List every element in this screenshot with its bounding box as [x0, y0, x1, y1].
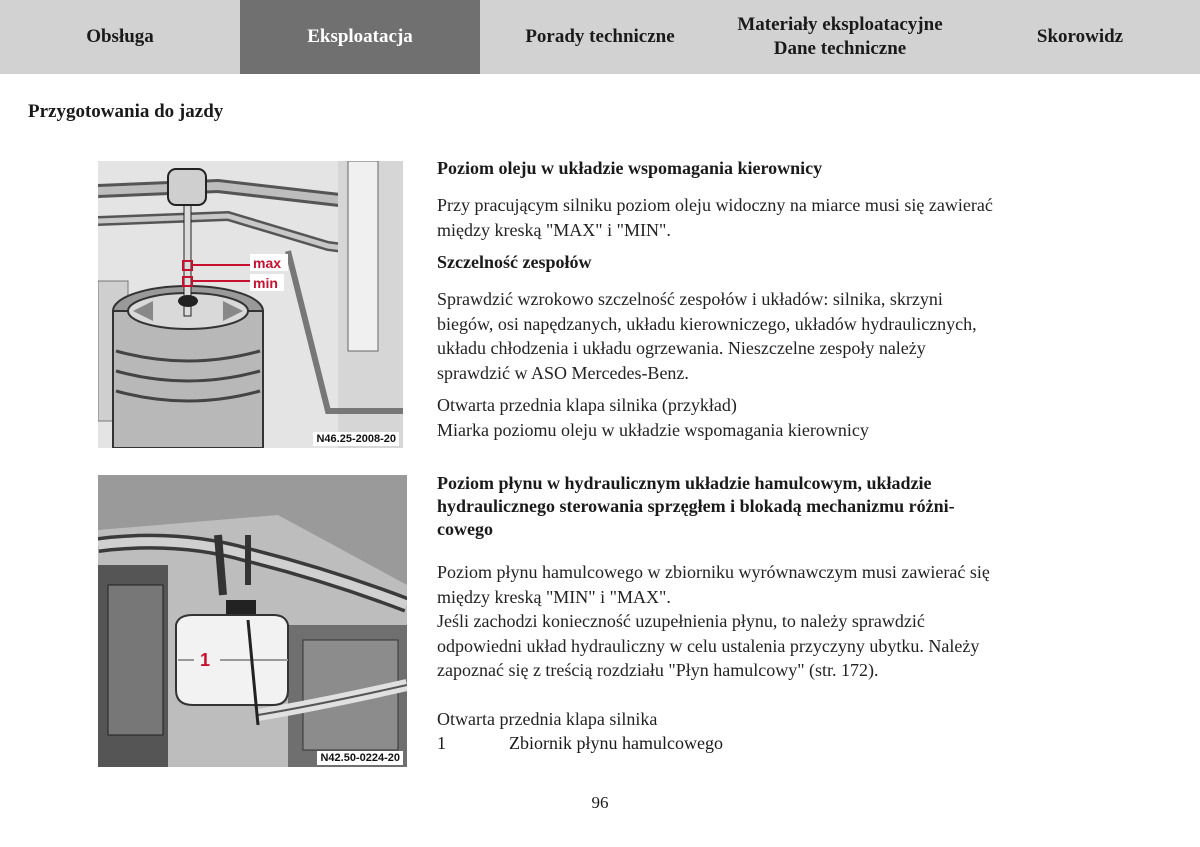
section-heading: Poziom oleju w układzie wspomagania kierownicy: [437, 158, 823, 178]
power-steering-reservoir-illustration: [98, 161, 403, 448]
legend-row: [437, 731, 1077, 755]
callout-number: 1: [200, 650, 211, 670]
tab-dane-label: Dane techniczne: [773, 38, 907, 59]
max-label: max: [253, 255, 282, 271]
section-heading: cowego: [437, 519, 493, 539]
legend-text: Zbiornik płynu hamulcowego: [509, 733, 723, 753]
brake-fluid-section: [437, 472, 1077, 755]
tab-obsluga[interactable]: Obsługa: [0, 0, 240, 74]
paragraph-line: Jeśli zachodzi konieczność uzupełnienia płynu, to należy sprawdzić: [437, 611, 925, 631]
tab-eksploatacja[interactable]: Eksploatacja: [240, 0, 480, 74]
tab-materialy-dane[interactable]: [720, 0, 960, 74]
power-steering-section: [437, 157, 1077, 442]
paragraph-line: biegów, osi napędzanych, układu kierowniczego, układów hydraulicznych,: [437, 313, 977, 334]
paragraph-line: odpowiedni układ hydrauliczny w celu ustalenia przyczyny ubytku. Należy: [437, 635, 980, 656]
section-heading: hydraulicznego sterowania sprzęgłem i blokadą mechanizmu różni-: [437, 496, 955, 516]
figure-caption: Miarka poziomu oleju w układzie wspomagania kierownicy: [437, 419, 869, 440]
paragraph-line: układu chłodzenia i układu ogrzewania. Nieszczelne zespoły należy: [437, 338, 926, 358]
figure-code: N46.25-2008-20: [313, 432, 399, 446]
brake-fluid-reservoir-illustration: [98, 475, 407, 767]
page-number: 96: [591, 793, 609, 812]
min-label: min: [253, 275, 278, 291]
reservoir-drawing: [98, 161, 403, 448]
section-heading: Poziom płynu w hydraulicznym układzie hamulcowym, układzie: [437, 473, 932, 493]
tab-porady-techniczne[interactable]: Porady techniczne: [480, 0, 720, 74]
paragraph-line: zapoznać się z treścią rozdziału "Płyn hamulcowy" (str. 172).: [437, 660, 879, 680]
paragraph-line: między kreską "MAX" i "MIN".: [437, 219, 671, 240]
paragraph-line: Przy pracującym silniku poziom oleju widoczny na miarce musi się zawierać: [437, 195, 993, 215]
figure-caption: Otwarta przednia klapa silnika: [437, 708, 658, 729]
figure-code: N42.50-0224-20: [317, 751, 403, 765]
chapter-tabs: [0, 0, 1200, 74]
brake-reservoir-drawing: [98, 475, 407, 767]
section-title: Przygotowania do jazdy: [28, 101, 224, 122]
subheading: Szczelność zespołów: [437, 252, 592, 272]
paragraph-line: Poziom płynu hamulcowego w zbiorniku wyrównawczym musi zawierać się: [437, 562, 990, 582]
tab-skorowidz[interactable]: Skorowidz: [960, 0, 1200, 74]
paragraph-line: między kreską "MIN" i "MAX".: [437, 586, 671, 607]
paragraph-line: sprawdzić w ASO Mercedes-Benz.: [437, 362, 689, 383]
legend-number: 1: [437, 733, 446, 753]
figure-caption: Otwarta przednia klapa silnika (przykład): [437, 395, 737, 415]
paragraph-line: Sprawdzić wzrokowo szczelność zespołów i układów: silnika, skrzyni: [437, 289, 943, 309]
tab-materialy-label: Materiały eksploatacyjne: [737, 14, 943, 35]
